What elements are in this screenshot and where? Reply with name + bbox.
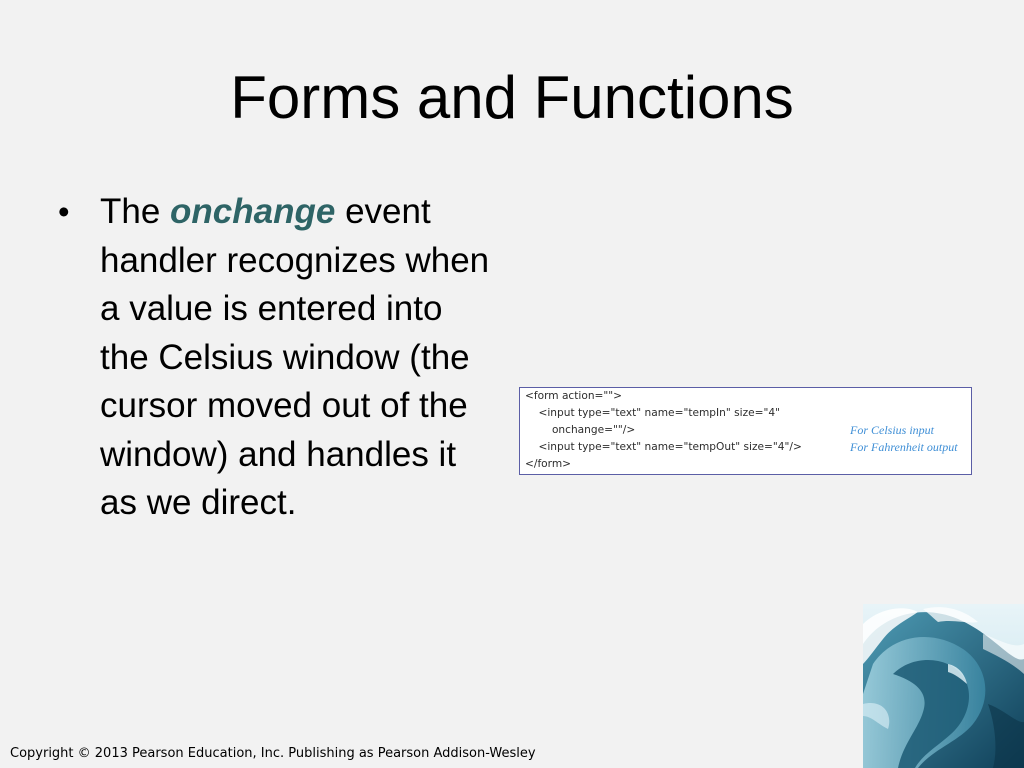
code-line-1: <form action=""> xyxy=(525,390,623,402)
slide-title: Forms and Functions xyxy=(230,64,794,131)
code-comment-fahrenheit: For Fahrenheit output xyxy=(850,440,958,454)
bullet-text-before: The xyxy=(100,192,171,231)
wave-illustration xyxy=(863,604,1024,768)
code-line-2: <input type="text" name="tempIn" size="4" xyxy=(525,407,781,419)
bullet-marker: • xyxy=(58,193,70,230)
code-line-5: </form> xyxy=(525,458,572,470)
bullet-text xyxy=(100,188,492,528)
code-example-box xyxy=(519,387,972,475)
bullet-keyword: onchange xyxy=(170,192,336,231)
bullet-text-after: event handler recognizes when a value is entered into the Celsius window (the cursor moved out of the window) and handles it as we direct. xyxy=(100,192,490,522)
wave-photo xyxy=(863,604,1024,768)
copyright-footer: Copyright © 2013 Pearson Education, Inc. Publishing as Pearson Addison-Wesley xyxy=(10,746,536,761)
code-line-3: onchange=""/> xyxy=(525,424,636,436)
code-line-4: <input type="text" name="tempOut" size="4"/> xyxy=(525,441,802,453)
code-comment-celsius: For Celsius input xyxy=(850,423,935,437)
